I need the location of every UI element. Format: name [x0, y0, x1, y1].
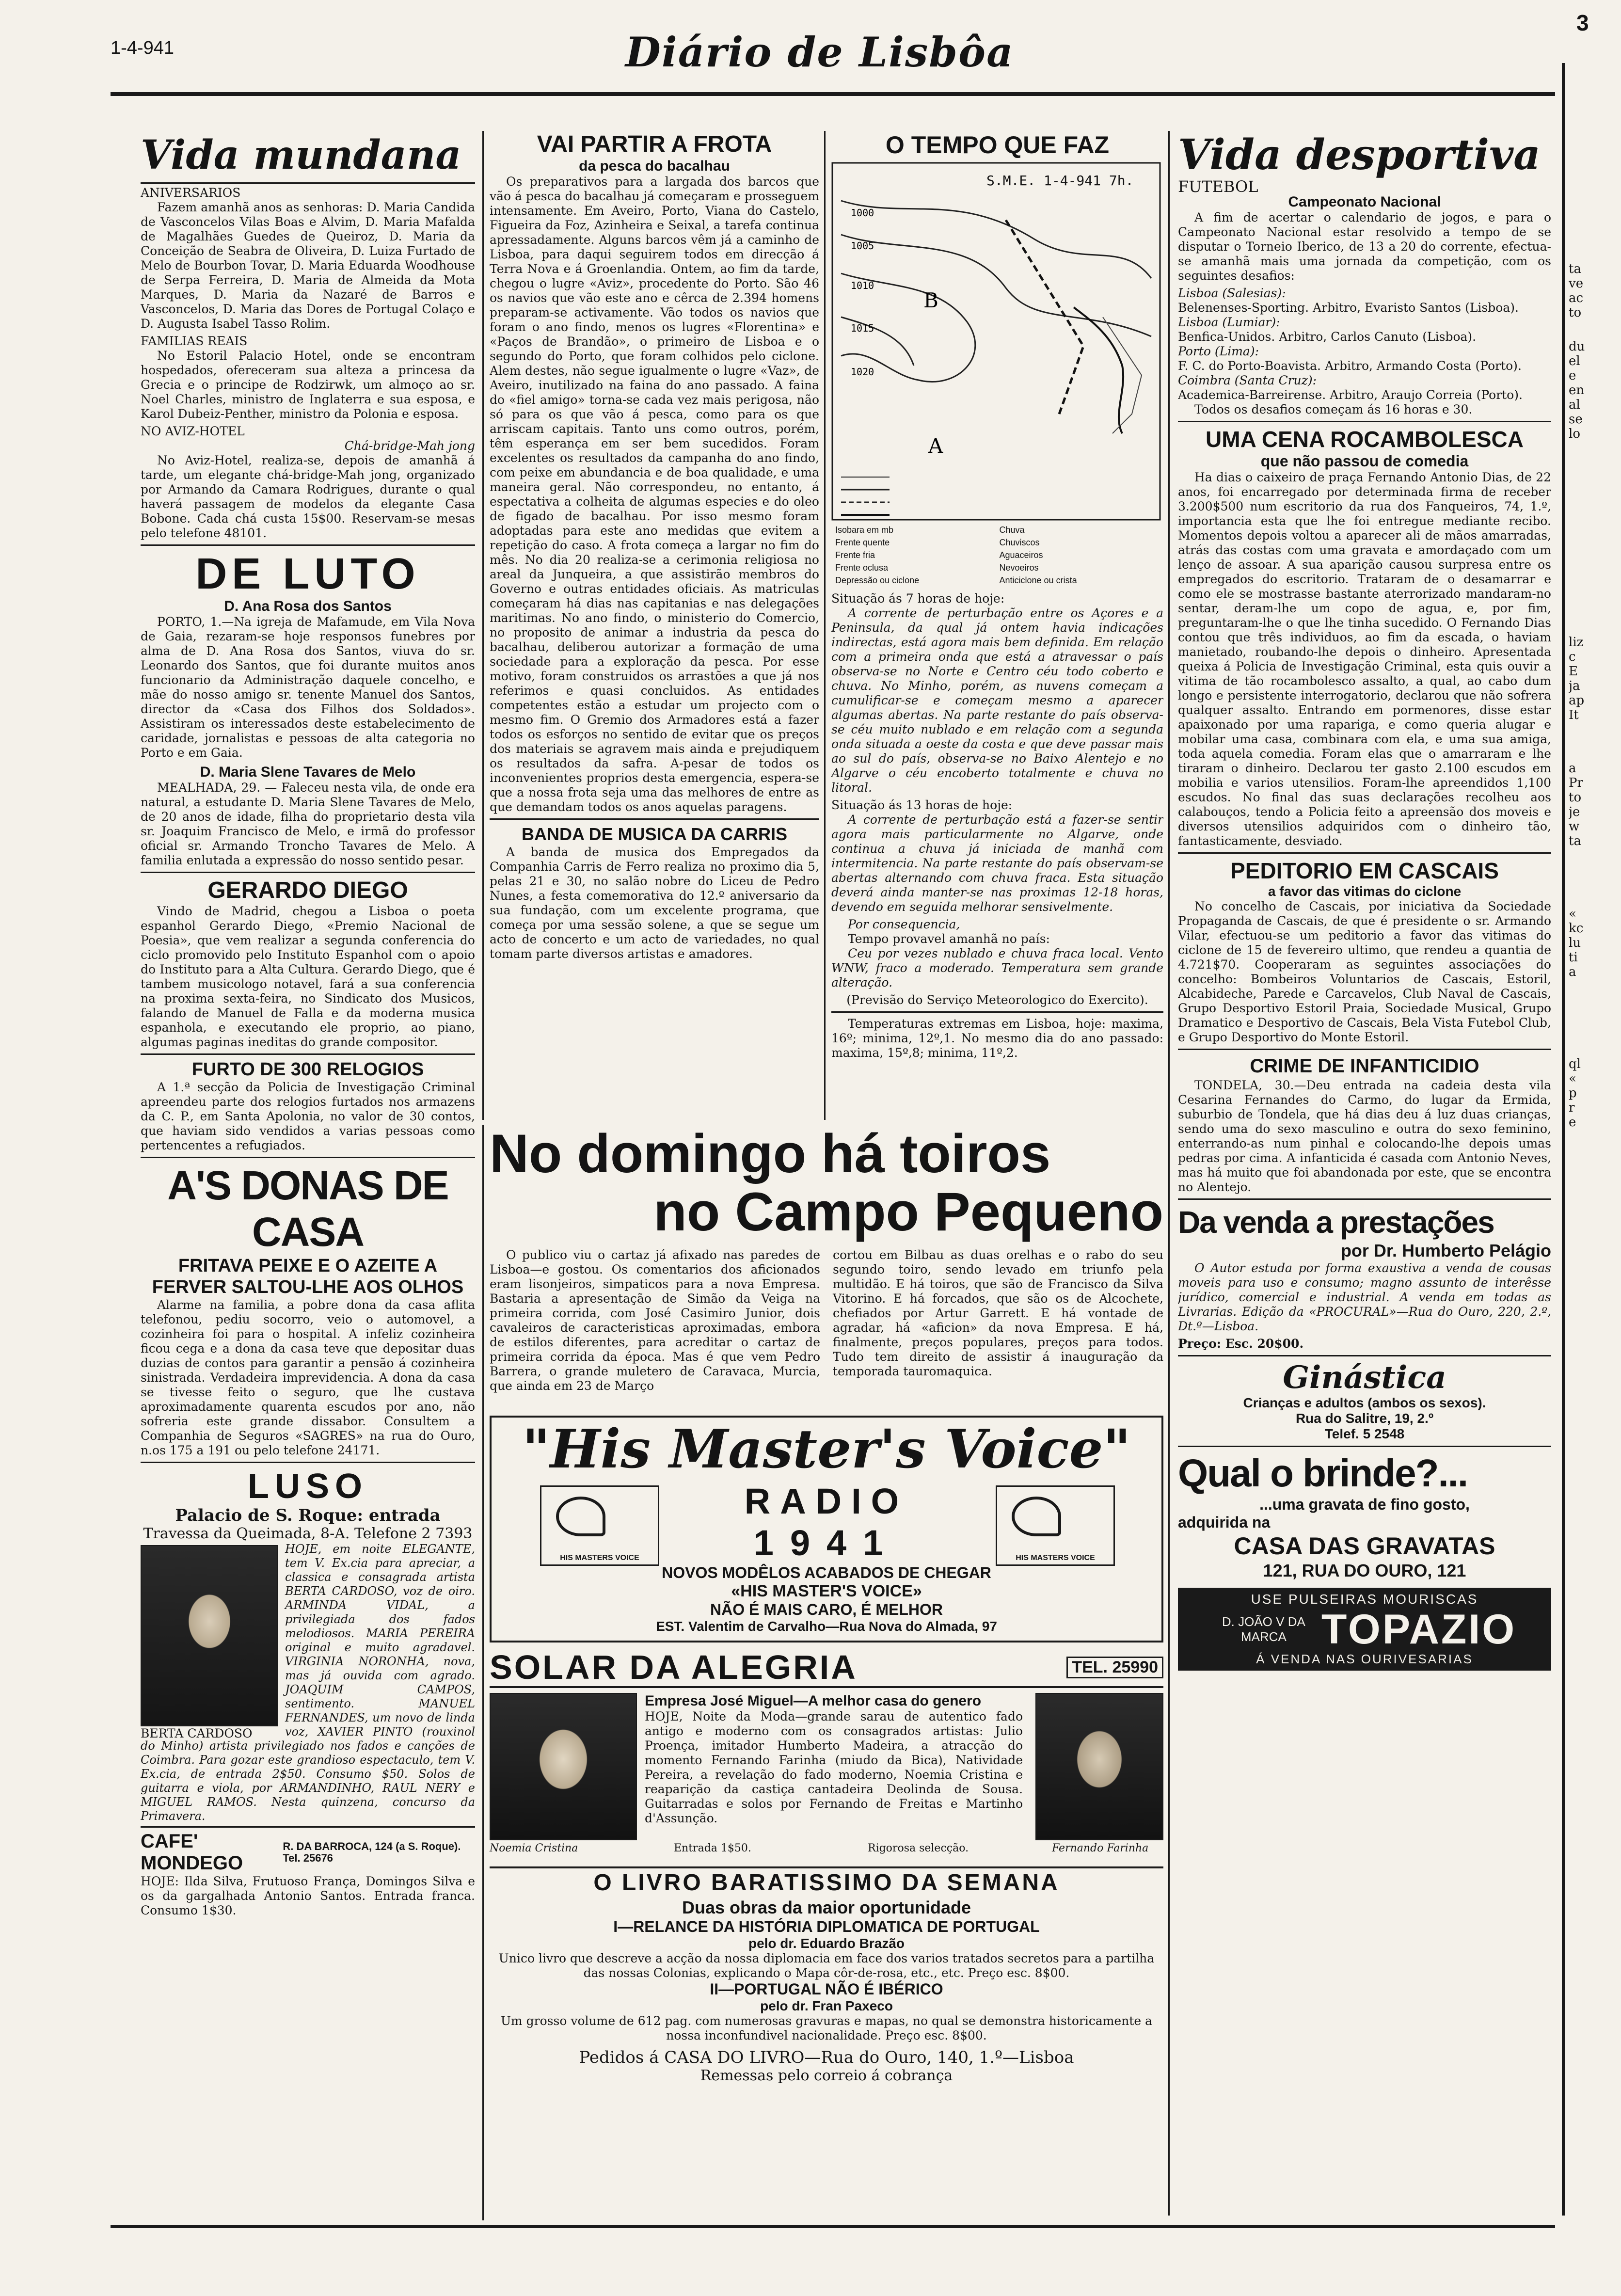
livro-sub: Duas obras da maior oportunidade — [682, 1897, 971, 1917]
fragment: ti — [1569, 950, 1578, 965]
tempo-source: (Previsão do Serviço Meteorologico do Exercito). — [846, 993, 1148, 1007]
fragment: r — [1569, 1100, 1575, 1115]
familias-head: FAMILIAS REAIS — [141, 334, 248, 348]
fragment: a — [1569, 965, 1576, 979]
fragment: el — [1569, 354, 1580, 368]
toiros-col-1: O publico viu o cartaz já afixado nas paredes de Lisboa—e gostou. Os comentarios dos aficionados eram lisonjeiros, simpaticos para a nova Empresa. Bastaria a apresentação de Simão da Veiga na primeira corrida, com José Casimiro Junior, dois cavaleiros de caracteristicas aproximadas, embora de estilos diferentes, para acreditar o cartaz de primeira corrida da época. Mas é que vem Pedro Barrera, o grande muletero de Caravaca, Murcia, que ainda em 23 de Março — [490, 1248, 820, 1393]
livro-title: O LIVRO BARATISSIMO DA SEMANA — [593, 1870, 1060, 1896]
sit7-text: A corrente de perturbação entre os Açores e a Peninsula, da qual já ontem havia indicações indirectas, está agora mais bem definida. Em relação com a primeira onda que está a atravessar o país observa-se no Norte e Centro céu todo coberto e chuva. No Minho, porém, as nuvens começam a cumulificar-se e começam mesmo a aparecer algumas abertas. Na parte restante do país observa-se céu muito nublado e em relação com a segunda onda situada a oeste da costa e que deve passar mais ao sul do país, observa-se no Baixo Alentejo e no Algarve o céu encoberto totalmente e chuva no litoral. — [831, 606, 1163, 795]
luto-text-1: PORTO, 1.—Na igreja de Mafamude, em Vila Nova de Gaia, rezaram-se hoje responsos funebres por alma de D. Ana Rosa dos Santos, viuva do sr. Leonardo dos Santos, que foi durante muitos anos funcionario da Administração daquele concelho, e mãe do nosso amigo sr. tenente Manuel dos Santos, director da «Casa dos Filhos dos Soldados». Assistiram os interessados deste estabelecimento de caridade, jornalistas e pessoas de alta categoria no Porto e em Gaia. — [141, 615, 475, 760]
right-edge-fragments — [1569, 262, 1617, 1959]
fragment: ql — [1569, 1057, 1581, 1071]
fragment: « — [1569, 1071, 1576, 1086]
berta-cardoso-photo — [141, 1545, 278, 1726]
column-tempo — [831, 131, 1163, 1120]
luto-sub-1: D. Ana Rosa dos Santos — [224, 598, 392, 614]
brinde-shop: CASA DAS GRAVATAS — [1234, 1532, 1495, 1560]
frota-title: VAI PARTIR A FROTA — [537, 131, 772, 157]
right-edge-rule — [1562, 63, 1565, 2216]
hmv-badge-left: HIS MASTERS VOICE — [560, 1554, 639, 1562]
fragment: ja — [1569, 679, 1580, 693]
fragment: p — [1569, 1086, 1577, 1100]
donas-text: Alarme na familia, a pobre dona da casa aflita telefonou, pediu socorro, veio o automovel, a cozinheira foi para o hospital. A infeliz cozinheira ficou cega e a dona da casa teve que depositar duas duzias de contos para garantir a pensão á cozinheira sinistrada. Verdadeira imprevidencia. A dona da casa se tivesse feito o seguro, que lhe custava aproximadamente quarenta escudos por ano, não sofreria este grande dissabor. Consultem a Companhia de Seguros «SAGRES» na rua do Ouro, n.os 175 a 191 ou pelo telefone 24171. — [141, 1298, 475, 1457]
fragment: c — [1569, 650, 1576, 664]
legend-nevoeiros: Nevoeiros — [999, 563, 1039, 573]
rocambolesca-sub: que não passou de comedia — [1260, 452, 1469, 470]
banda-text: A banda de musica dos Empregados da Companhia Carris de Ferro realiza no proximo dia 5, pelas 21 e 30, no salão nobre do Liceu de Pedro Nunes, a festa comemorativa do 12.º aniversario da sua fundação, com um excelente programa, que começa por uma sessão solene, a que se segue um acto de concerto e um acto de variedades, no qual tomam parte diversos artistas e amadores. — [490, 845, 819, 961]
peditorio-title: PEDITORIO EM CASCAIS — [1230, 858, 1499, 883]
masthead-title: Diário de Lisbôa — [625, 28, 1014, 76]
solar-text: HOJE, Noite da Moda—grande sarau de autentico fado antigo e moderno com os consagrados artistas: Julio Proença, imitador Humberto Madeira, a atracção do momento Fernando Farinha (miudo da Bica), Natividade Pereira, a revelação do fado moderno, Noemia Cristina e reaparição da castiça cantadeira Deolinda de Sousa. Guitarradas e solos por Fernando de Freitas e Martinho d'Assunção. — [645, 1709, 1023, 1825]
luso-title: LUSO — [247, 1467, 368, 1506]
farinha-photo — [1035, 1693, 1163, 1840]
mondego-name: CAFE' MONDEGO — [141, 1831, 243, 1874]
peditorio-sub: a favor das vitimas do ciclone — [1268, 884, 1462, 899]
toiros-section — [490, 1125, 1163, 1396]
hmv-line-1: NOVOS MODÊLOS ACABADOS DE CHEGAR — [662, 1564, 991, 1581]
fragment: je — [1569, 805, 1580, 819]
ginastica-line-2: Rua do Salitre, 19, 2.º — [1295, 1411, 1434, 1426]
fragment: to — [1569, 790, 1582, 805]
map-b: B — [923, 288, 938, 312]
livro-orders: Pedidos á CASA DO LIVRO—Rua do Ouro, 140, 1.º—Lisboa — [579, 2048, 1074, 2067]
brinde-line-1: ...uma gravata de fino gosto, — [1259, 1496, 1470, 1513]
brinde-title: Qual o brinde?... — [1178, 1451, 1468, 1495]
gerardo-text: Vindo de Madrid, chegou a Lisboa o poeta espanhol Gerardo Diego, «Premio Nacional de Poesia», que vem realizar a segunda conferencia do ciclo promovido pelo Instituto Espanhol com o apoio do Instituto para a Alta Cultura. Gerardo Diego, que é tambem musicologo notavel, fará a sua conferencia na proxima sexta-feira, no Sindicato dos Musicos, falando de Manuel de Falla e da moderna musica espanhola, e executando ele proprio, ao piano, algumas paginas ineditas do grande compositor. — [141, 904, 475, 1049]
livro-item-2: II—PORTUGAL NÃO É IBÉRICO — [710, 1980, 943, 1998]
livro-item-1: I—RELANCE DA HISTÓRIA DIPLOMATICA DE PORTUGAL — [613, 1918, 1040, 1935]
legend-isobara: Isobara em mb — [835, 525, 894, 535]
fragment: e — [1569, 368, 1576, 383]
game-4-place: Coimbra (Santa Cruz): — [1178, 373, 1317, 387]
luto-title: DE LUTO — [195, 550, 420, 598]
livro-ad — [490, 1866, 1163, 2217]
solar-cap-mid-1: Entrada 1$50. — [674, 1842, 751, 1854]
ginastica-line-1: Crianças e adultos (ambos os sexos). — [1243, 1395, 1486, 1410]
vida-mundana-title: Vida mundana — [141, 132, 461, 178]
legend-chuviscos: Chuviscos — [999, 538, 1040, 547]
aniversarios-head: ANIVERSARIOS — [141, 186, 241, 200]
fragment: a — [1569, 761, 1576, 776]
fragment: lu — [1569, 936, 1581, 950]
fragment: kc — [1569, 921, 1584, 936]
isobar-1005: 1005 — [851, 240, 874, 252]
column-frota — [490, 131, 819, 1120]
furto-text: A 1.ª secção da Policia de Investigação Criminal apreendeu parte dos relogios furtados nos armazens da C. P., em Santa Apolonia, no valor de 30 contos, que haviam sido vendidos a varias pessoas como pertencentes a refugiados. — [141, 1080, 475, 1152]
column-left — [141, 131, 475, 2216]
legend-anticiclone: Anticiclone ou crista — [999, 575, 1077, 585]
sit13-head: Situação ás 13 horas de hoje: — [831, 798, 1013, 812]
game-2-place: Lisboa (Lumiar): — [1178, 315, 1280, 329]
fragment: ac — [1569, 291, 1584, 305]
hmv-brand: "His Master's Voice" — [522, 1418, 1131, 1480]
solar-ad — [490, 1648, 1163, 1862]
legend-chuva: Chuva — [999, 525, 1025, 535]
livro-orders-2: Remessas pelo correio á cobrança — [700, 2067, 953, 2084]
column-right — [1178, 131, 1551, 2216]
hmv-line-2: «HIS MASTER'S VOICE» — [731, 1582, 922, 1600]
luso-text: HOJE, em noite ELEGANTE, tem V. Ex.cia para apreciar, a classica e consagrada artista BERTA CARDOSO, voz de oiro. ARMINDA VIDAL, a privilegiada dos fados melodiosos. MARIA PEREIRA original e muito agradavel. VIRGINIA NORONHA, nova, mas já ouvida com agrado. JOAQUIM CAMPOS, sentimento. MANUEL FERNANDES, um novo de linda voz, XAVIER PINTO (rouxinol do Minho) artista privilegiado nos fados e canções de Coimbra. Para gozar este grandioso espectaculo, tem V. Ex.cia, de entrada 2$50. Consumo $50. Solos de guitarra e viola, por ARMANDINHO, RAUL NERY e MIGUEL RAMOS. Nesta quinzena, concurso da Primavera. — [141, 1542, 475, 1823]
fragment: E — [1569, 664, 1578, 679]
bottom-rule — [111, 2225, 1555, 2228]
prestacoes-title: Da venda a prestações — [1178, 1205, 1494, 1240]
hmv-radio: RADIO — [744, 1481, 909, 1521]
infanticidio-text: TONDELA, 30.—Deu entrada na cadeia desta vila Cesarina Fernandes do Carmo, do lugar da Ermida, suburbio de Tondela, que há dias deu á luz duas crianças, sendo uma do sexo masculino e outra do sexo feminino, enterrando-as num pinhal e colocando-lhe depois umas pedras por cima. A infanticida é casada com Antonio Neves, mas há muito que foi abandonada por este, que se encontra no Alentejo. — [1178, 1078, 1551, 1194]
sit13-text: A corrente de perturbação está a fazer-se sentir agora mais particularmente no Algarve, onde continua a chuva já iniciada de manhã com intermitencia. Na parte restante do país observam-se abertas alternando com chuva fraca. Esta situação deverá ainda manter-se nas proximas 12-18 horas, devendo em seguida melhorar sensivelmente. — [831, 813, 1163, 914]
hmv-ad — [490, 1416, 1163, 1642]
aviz-sub: Chá-bridge-Mah jong — [344, 439, 475, 453]
legend-aguaceiros: Aguaceiros — [999, 550, 1043, 560]
solar-cap-mid-2: Rigorosa selecção. — [868, 1842, 969, 1854]
fragment: ta — [1569, 262, 1581, 276]
game-3-place: Porto (Lima): — [1178, 344, 1259, 358]
livro-item-1-by: pelo dr. Eduardo Brazão — [748, 1936, 905, 1951]
solar-cap-left: Noemia Cristina — [490, 1842, 578, 1854]
map-a: A — [928, 434, 943, 458]
tempo-title: O TEMPO QUE FAZ — [885, 131, 1110, 159]
prestacoes-by: por Dr. Humberto Pelágio — [1340, 1241, 1551, 1260]
isobar-1010: 1010 — [851, 280, 874, 291]
frota-text: Os preparativos para a largada dos barcos que vão á pesca do bacalhau já começaram e prosseguem intensamente. Em Aveiro, Porto, Viana do Castelo, Figueira da Foz, Azinheira e Seixal, a tarefa continua apressadamente. Alguns barcos vêm já a caminho de Lisboa, para daqui seguirem todos em direcção á Terra Nova e á Groenlandia. Ontem, ao fim da tarde, chegou o lugre «Aviz», procedente do Porto. São 46 os navios que vão este ano e cêrca de 2.394 homens preparam-se activamente. Vão todos os navios que foram o ano findo, menos os lugres «Florentina» e «Paços de Brandão», o primeiro de Lisboa e o segundo do Porto, que foram colhidos pelo ciclone. Alem destes, não segue igualmente o lugre «Vaz», de Aveiro, inutilizado na faina do ano passado. A faina do «fiel amigo» torna-se cada vez mais perigosa, não só para os que vão á pesca, como para os que arriscam capitais. Tanto uns como outros, porém, têm esperança em ser bem sucedidos. Foram excelentes os resultados da campanha do ano findo, com peixe em abundancia e de boa qualidade, e uma maneira geral. Não correspondeu, no entanto, á espectativa a colheita de algumas especies e do oleo de figado de bacalhau. Por isso mesmo foram adoptadas para este ano medidas que evitem a repetição do caso. A frota começa a largar no fim do mês. No dia 20 realiza-se a cerimonia religiosa no areal da Junqueira, a que assistirão membros do Governo e outras entidades oficiais. As matriculas começaram há dias nas capitanias e nas delegações maritimas. No ano findo, o ministerio do Comercio, no proposito de animar a industria da pesca do bacalhau, deliberou autorizar a formação de uma sociedade para a exploração da pesca. Por esse motivo, foram construidos os arrastões a que já nos referimos e quasi concluidos. As entidades competentes estão a estudar um projecto com o mesmo fim. O Gremio dos Armadores está a fazer todos os esforços no sentido de evitar que os preços dos materiais se agravem mais ainda e prejudiquem os resultados da safra. A-pesar de todos os inconvenientes proprios desta emergencia, espera-se que a nossa frota seja uma das melhores de entre as que demandam todos os anos aquelas paragens. — [490, 175, 819, 814]
fragment: Pr — [1569, 776, 1583, 790]
fragment: « — [1569, 907, 1576, 921]
gerardo-title: GERARDO DIEGO — [207, 877, 408, 903]
fragment: w — [1569, 819, 1580, 834]
isobar-1020: 1020 — [851, 366, 874, 378]
hmv-year: 1941 — [753, 1523, 900, 1563]
topazio-line-3: Á VENDA NAS OURIVESARIAS — [1256, 1652, 1473, 1666]
toiros-line-1: No domingo há toiros — [490, 1123, 1051, 1184]
legend-fria: Frente fria — [835, 550, 875, 560]
fragment: se — [1569, 412, 1583, 427]
donas-sub: FRITAVA PEIXE E O AZEITE A FERVER SALTOU-LHE AOS OLHOS — [152, 1256, 464, 1297]
peditorio-text: No concelho de Cascais, por iniciativa da Sociedade Propaganda de Cascais, de que é presidente o sr. Armando Vilar, efectuou-se um peditorio a favor das vitimas do ciclone de 15 de fevereiro ultimo, que rendeu a quantia de 4.721$70. Cooperaram as seguintes associações do concelho: Bombeiros Voluntarios de Cascais, Estoril, Alcabideche, Parede e Carcavelos, Club Naval de Cascais, Grupo Desportivo Estoril Praia, Sociedade Musical, Grupo Dramatico e Desportivo de Cascais, Bela Vista Futebol Club, e Grupo Desportivo do Monte Estoril. — [1178, 899, 1551, 1044]
fragment: ta — [1569, 834, 1581, 848]
infanticidio-title: CRIME DE INFANTICIDIO — [1250, 1055, 1479, 1077]
rocambolesca-text: Ha dias o caixeiro de praça Fernando Antonio Dias, de 22 anos, foi encarregado por determinada firma de receber 3.200$500 num escritorio da rua dos Fanqueiros, 74, 1.º, importancia esta que lhe foi entregue mediante recibo. Momentos depois voltou a aparecer ali de mãos amarradas, atrás das costas com uma gravata e amordaçado com um lenço de assoar. A sua aparição causou surpresa entre os empregados do escritorio. Trataram de o desamarrar e como ele se mostrasse bastante aterrorizado mandaram-no sentar, deram-lhe um copo de agua, e, por fim, preguntaram-lhe o que lhe tinha sucedido. O Fernando Dias contou que três individuos, ao fim da escada, o haviam manietado, roubando-lhe depois o dinheiro. Apresentada queixa á Policia de Investigação Criminal, esta quis ouvir a vitima de tão rocambolesco assalto, a qual, ao cabo dum longo e persistente interrogatorio, declarou que não sofrera qualquer assalto. Entrando em pormenores, disse estar apaixonado por uma rapariga, e como queria alugar e mobilar uma casa, combinara com ela, e uma sua amiga, toda aquela comedia. Foram elas que o amarraram e lhe tiraram o dinheiro. Declarou ter gasto 2.100 escudos em mobilia e varios utensilios. Foram-lhe apreendidos 1,100 escudos. No final das suas declarações recolheu aos calabouços, tendo a Policia feito a apreensão dos moveis e diversos utensilios adquiridos com o dinheiro tão, fantasticamente, desviado. — [1178, 470, 1551, 848]
legend-depressao: Depressão ou ciclone — [835, 575, 920, 585]
column-rule-0 — [482, 1125, 484, 2220]
aniversarios-text: Fazem amanhã anos as senhoras: D. Maria Candida de Vasconcelos Vilas Boas e Alvim, D. Maria Mafalda de Magalhães Guedes de Queiroz, D. Maria da Conceição de Seabra de Oliveira, D. Luiza Furtado de Melo de Bourbon Tovar, D. Maria Eduarda Woodhouse de Serpa Ferreira, D. Maria de Almeida da Mota Marques, D. Maria da Nazaré de Barros e Vasconcelos, D. Maria das Dores de Portugal Colaço e D. Augusta Isabel Tasso Rolim. — [141, 200, 475, 331]
ginastica-line-3: Telef. 5 2548 — [1324, 1426, 1405, 1441]
solar-tel: TEL. 25990 — [1066, 1657, 1163, 1678]
luto-sub-2: D. Maria Slene Tavares de Melo — [200, 764, 416, 780]
frota-sub: da pesca do bacalhau — [579, 158, 730, 174]
weather-map — [831, 162, 1161, 521]
aviz-head: NO AVIZ-HOTEL — [141, 424, 245, 438]
desportiva-sub: Campeonato Nacional — [1288, 194, 1441, 210]
hmv-line-3: NÃO É MAIS CARO, É MELHOR — [710, 1601, 943, 1618]
page-number: 3 — [1576, 10, 1589, 35]
luto-text-2: MEALHADA, 29. — Faleceu nesta vila, de onde era natural, a estudante D. Maria Slene Tavares de Melo, de 20 anos de idade, filha do proprietario desta vila sr. Joaquim Francisco de Melo, e irmã do professor oficial sr. Armando Troncho Tavares de Melo. A familia enlutada a expressão do nosso sentido pesar. — [141, 781, 475, 867]
berta-caption: BERTA CARDOSO — [141, 1726, 253, 1740]
game-4-match: Academica-Barreirense. Arbitro, Araujo Correia (Porto). — [1178, 388, 1523, 402]
fragment: en — [1569, 383, 1585, 398]
legend-oclusa: Frente oclusa — [835, 563, 889, 573]
desportiva-end: Todos os desafios começam ás 16 horas e 30. — [1194, 402, 1473, 416]
fragment: It — [1569, 708, 1579, 722]
game-2-match: Benfica-Unidos. Arbitro, Carlos Canuto (Lisboa). — [1178, 330, 1477, 344]
hmv-line-4: EST. Valentim de Carvalho—Rua Nova do Almada, 97 — [656, 1619, 997, 1634]
isobar-1000: 1000 — [851, 207, 874, 219]
mondego-addr: R. DA BARROCA, 124 (a S. Roque). Tel. 25676 — [283, 1840, 461, 1864]
gramophone-icon — [556, 1497, 605, 1536]
game-3-match: F. C. do Porto-Boavista. Arbitro, Armando Costa (Porto). — [1178, 359, 1522, 373]
brinde-line-2: adquirida na — [1178, 1514, 1271, 1531]
column-rule-2 — [824, 131, 826, 1120]
donas-title: A'S DONAS DE CASA — [167, 1163, 448, 1255]
fragment: e — [1569, 1115, 1576, 1130]
topazio-ad — [1178, 1588, 1551, 1671]
solar-sub: Empresa José Miguel—A melhor casa do genero — [645, 1693, 982, 1709]
fragment: du — [1569, 339, 1585, 354]
hmv-badge-right: HIS MASTERS VOICE — [1016, 1554, 1095, 1562]
livro-item-1-text: Unico livro que descreve a acção da nossa diplomacia em face dos varios tratados secretos para a partilha das nossas Colonias, explicando o Mapa côr-de-rosa, etc., etc. Preço esc. 8$00. — [498, 1951, 1155, 1980]
topazio-line-2: D. JOÃO V DA MARCA — [1222, 1614, 1305, 1644]
ginastica-title: Ginástica — [1283, 1359, 1446, 1396]
masthead-rule — [111, 92, 1555, 96]
desportiva-text: A fim de acertar o calendario de jogos, e para o Campeonato Nacional estar resolvido a tempo de se disputar o Torneio Iberico, de 13 a 20 do corrente, efectua-se amanhã mais uma jornada da competição, com os seguintes desafios: — [1178, 210, 1551, 283]
noemia-photo — [490, 1693, 637, 1840]
masthead-date: 1-4-941 — [111, 38, 174, 58]
aviz-text: No Aviz-Hotel, realiza-se, depois de amanhã á tarde, um elegante chá-bridge-Mah jong, organizado por Armando da Camara Rodrigues, durante o qual haverá passagem de modelos da elegante Casa Bobone. Cada chá custa 15$00. Reservam-se mesas pelo telefone 48101. — [141, 453, 475, 540]
fragment: ve — [1569, 276, 1584, 291]
mondego-text: HOJE: Ilda Silva, Frutuoso França, Domingos Silva e os da gargalhada Antonio Santos. Entrada franca. Consumo 1$30. — [141, 1874, 475, 1917]
column-rule-1 — [482, 131, 484, 1120]
fragment: liz — [1569, 635, 1584, 650]
luso-sub: Palacio de S. Roque: entrada — [175, 1506, 441, 1525]
fragment: lo — [1569, 427, 1580, 441]
prestacoes-price: Preço: Esc. 20$00. — [1178, 1337, 1304, 1351]
desportiva-head: FUTEBOL — [1178, 177, 1258, 196]
hmv-logo-left — [540, 1485, 659, 1566]
prov-text: Ceu por vezes nublado e chuva fraca local. Vento WNW, fraco a moderado. Temperatura sem grande alteração. — [831, 946, 1163, 989]
fragment: to — [1569, 305, 1582, 320]
solar-cap-right: Fernando Farinha — [1052, 1842, 1149, 1854]
furto-title: FURTO DE 300 RELOGIOS — [191, 1059, 424, 1080]
rocambolesca-title: UMA CENA ROCAMBOLESCA — [1206, 427, 1524, 452]
hmv-logo-right — [996, 1485, 1115, 1566]
luso-addr: Travessa da Queimada, 8-A. Telefone 2 7393 — [143, 1525, 473, 1542]
toiros-line-2: no Campo Pequeno — [653, 1181, 1163, 1242]
toiros-col-2: cortou em Bilbau as duas orelhas e o rabo do seu segundo toiro, sendo levado em triunfo pela multidão. E há toiros, que são de Francisco da Silva Vitorino. E há forcados, que são os de Alcochete, chefiados por Artur Garrett. E há vontade de agradar, há «aficion» da nova Empresa. E há, finalmente, preços populares, preços para todos. Tudo tem direito de assistir á inauguração da temporada tauromaquica. — [833, 1248, 1163, 1378]
game-1-place: Lisboa (Salesias): — [1178, 286, 1286, 300]
tempo-temps: Temperaturas extremas em Lisboa, hoje: maxima, 16º; minima, 12º,1. No mesmo dia do ano passado: maxima, 15º,8; minima, 11º,2. — [831, 1017, 1163, 1060]
fragment: al — [1569, 398, 1580, 412]
prov-head: Tempo provavel amanhã no país: — [848, 932, 1050, 946]
brinde-addr: 121, RUA DO OURO, 121 — [1263, 1561, 1466, 1580]
legend-quente: Frente quente — [835, 538, 890, 547]
desportiva-title: Vida desportiva — [1178, 131, 1541, 179]
fragment: ap — [1569, 693, 1585, 708]
gramophone-icon — [1012, 1497, 1061, 1536]
banda-title: BANDA DE MUSICA DA CARRIS — [522, 824, 787, 844]
conseq: Por consequencia, — [848, 917, 960, 931]
topazio-brand: TOPAZIO — [1321, 1606, 1517, 1653]
solar-title: SOLAR DA ALEGRIA — [490, 1648, 858, 1686]
column-rule-3 — [1168, 131, 1170, 2216]
livro-item-2-text: Um grosso volume de 612 pag. com numerosas gravuras e mapas, no qual se demonstra historicamente a nossa inconfundivel nacionalidade. Preço esc. 8$00. — [500, 2014, 1153, 2042]
livro-item-2-by: pelo dr. Fran Paxeco — [760, 1998, 893, 2013]
topazio-line-1: USE PULSEIRAS MOURISCAS — [1251, 1592, 1478, 1607]
prestacoes-text: O Autor estuda por forma exaustiva a venda de cousas moveis para uso e consumo; magno assunto de interêsse jurídico, comercial e industrial. A venda em todas as Livrarias. Edição da «PROCURAL»—Rua do Ouro, 220, 2.º, Dt.º—Lisboa. — [1178, 1261, 1551, 1333]
game-1-match: Belenenses-Sporting. Arbitro, Evaristo Santos (Lisboa). — [1178, 301, 1519, 315]
familias-text: No Estoril Palacio Hotel, onde se encontram hospedados, ofereceram sua alteza a princesa da Grecia e o principe de Rodzirwk, um almoço ao sr. Noel Charles, ministro de Inglaterra e sua esposa, e Karol Dubeiz-Penther, ministro da Polonia e esposa. — [141, 349, 475, 421]
map-label: S.M.E. 1-4-941 7h. — [986, 173, 1134, 189]
sit7-head: Situação ás 7 horas de hoje: — [831, 591, 1005, 606]
isobar-1015: 1015 — [851, 322, 874, 334]
